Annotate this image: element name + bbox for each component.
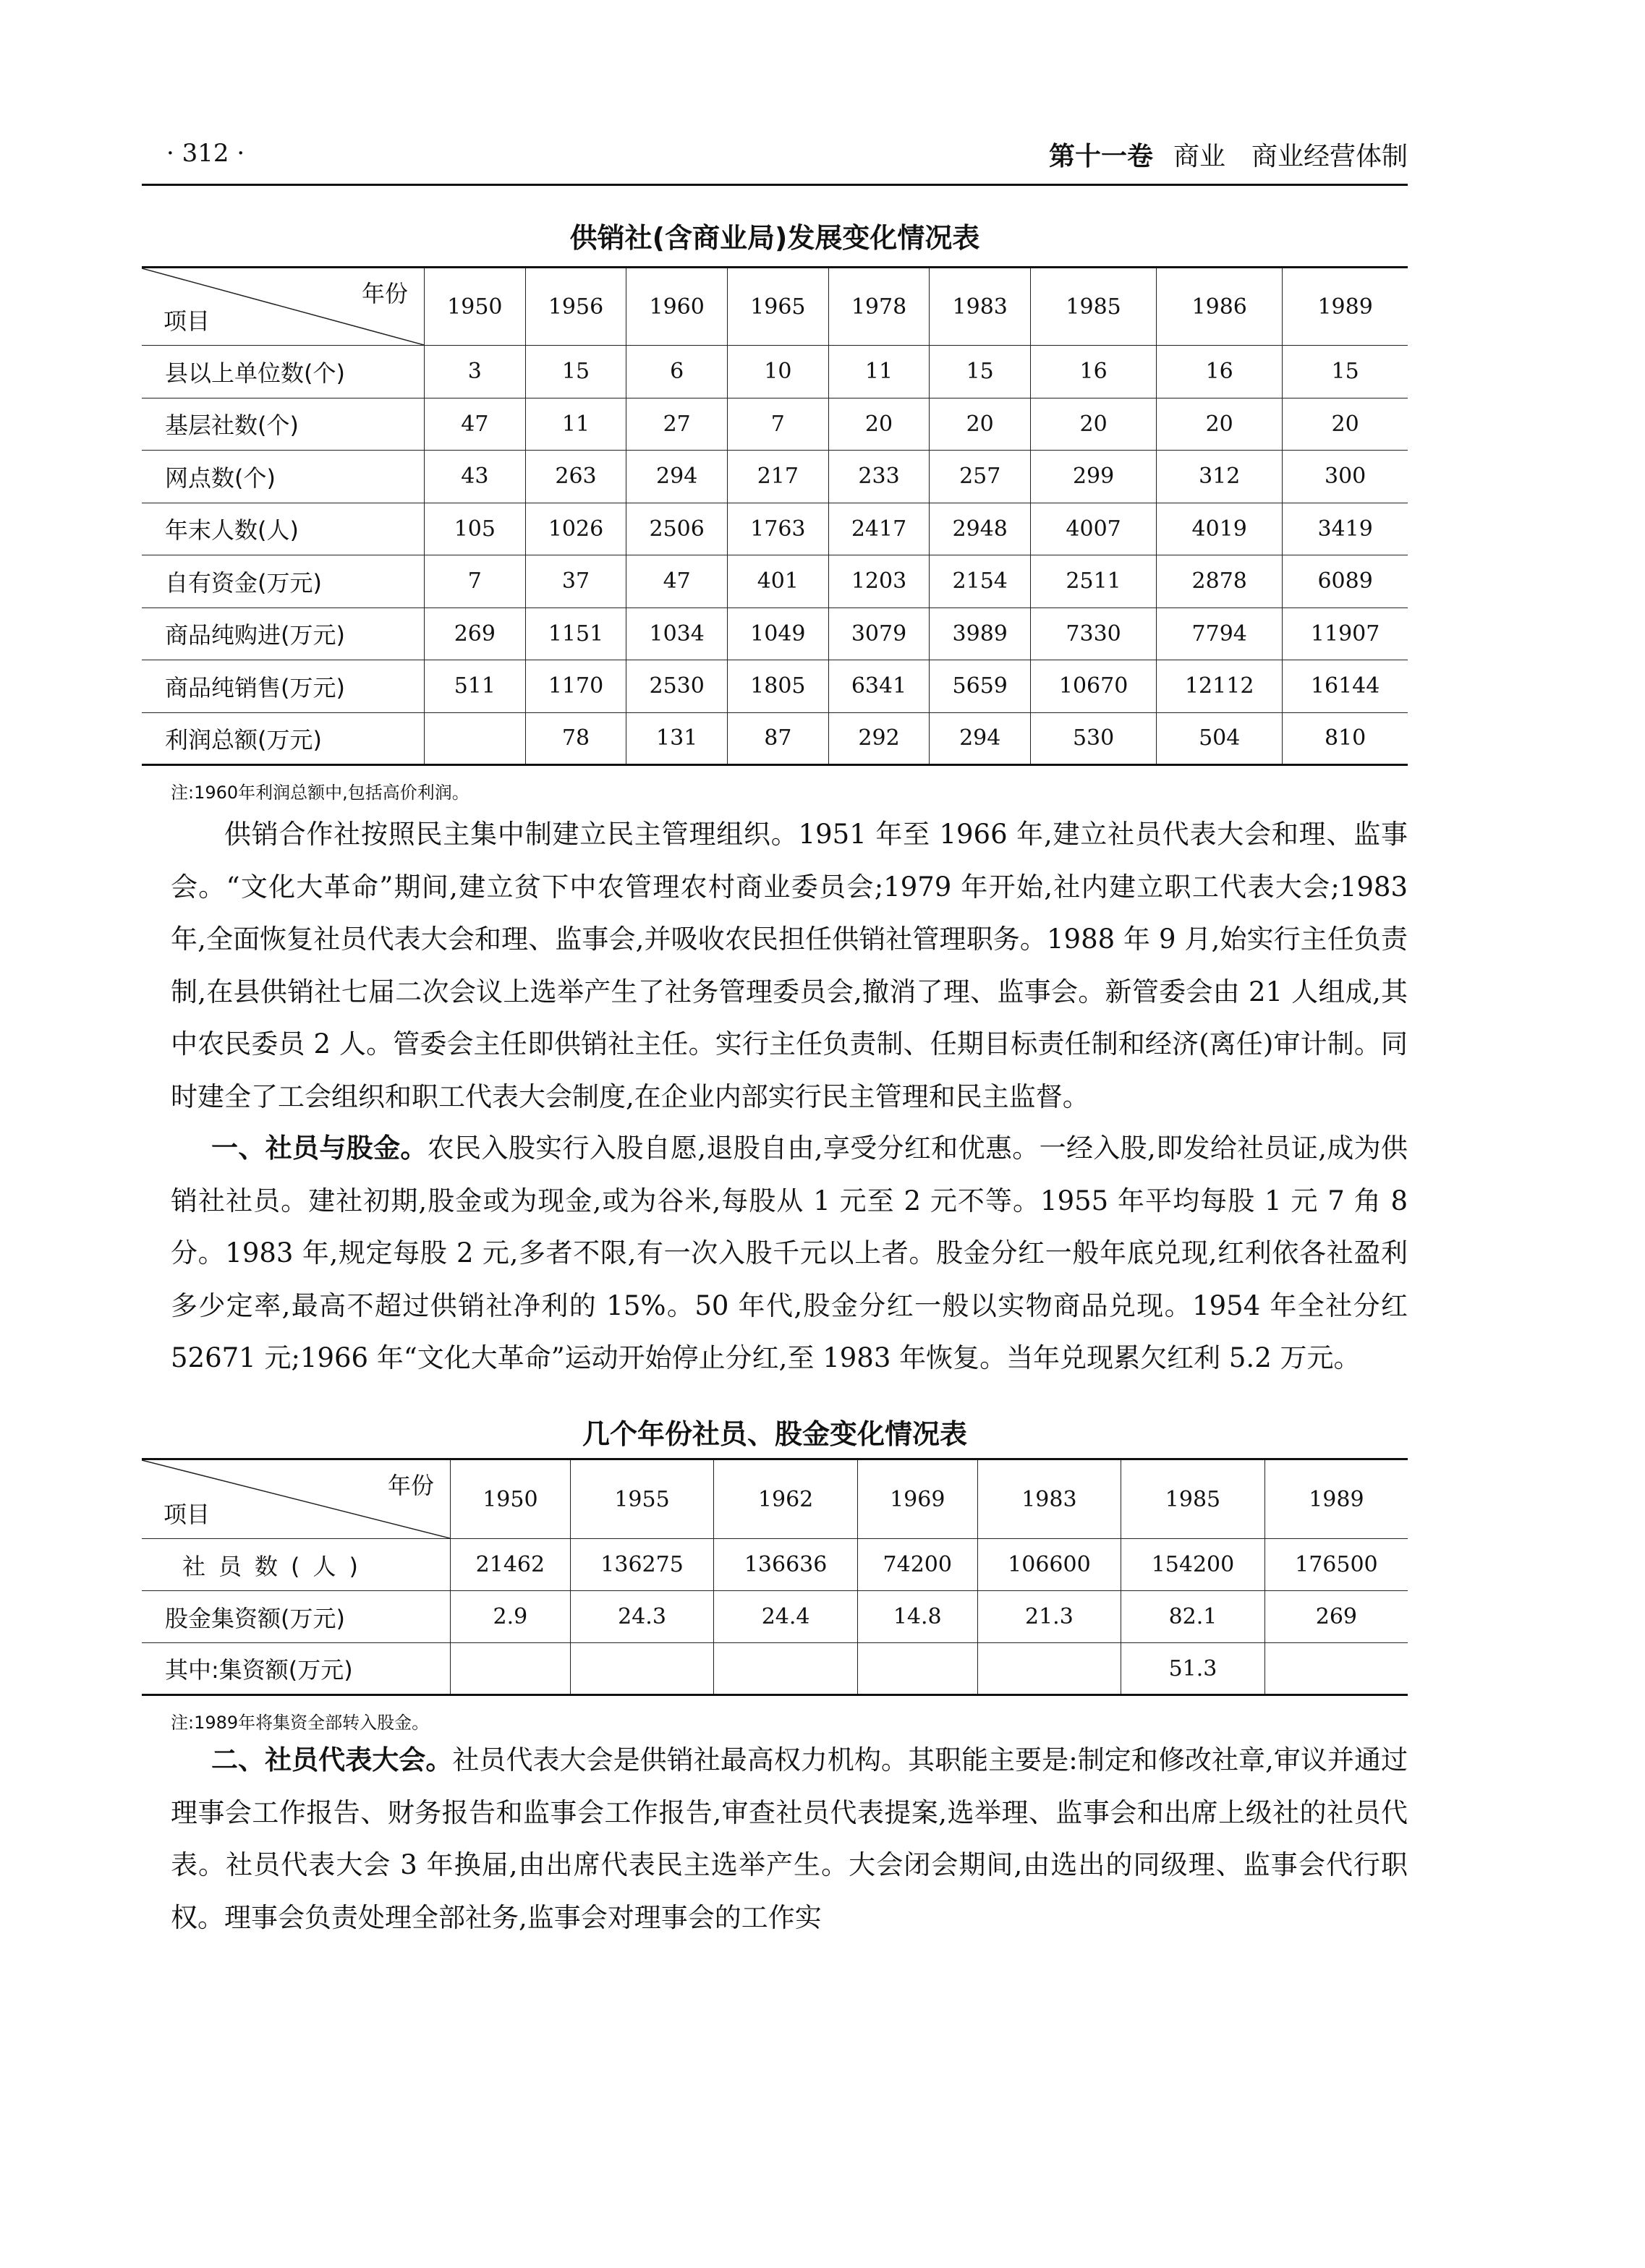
row-label: 商品纯销售(万元) xyxy=(142,660,425,713)
section-title: 商业 xyxy=(1173,142,1225,171)
table-cell: 20 xyxy=(1157,398,1283,451)
table-cell: 136636 xyxy=(714,1539,858,1591)
paragraph-member-congress-text: 社员代表大会是供销社最高权力机构。其职能主要是:制定和修改社章,审议并通过理事会工作报告、财务报告和监事会工作报告,审查社员代表提案,选举理、监事会和出席上级社的社员代表。社员代表大会 3 年换届,由出席代表民主选举产生。大会闭会期间,由选出的同级理、监事会代行职权。理事会负责处理全部社务,监事会对理事会的工作实 xyxy=(171,1744,1408,1933)
row-label: 网点数(个) xyxy=(142,451,425,503)
table-cell: 14.8 xyxy=(857,1591,977,1643)
table-row xyxy=(142,451,1408,503)
corner-item-label: 项目 xyxy=(163,307,211,335)
table-cell: 21462 xyxy=(451,1539,571,1591)
year-header-1983: 1983 xyxy=(930,268,1031,346)
table-cell: 87 xyxy=(728,712,829,765)
table-cell: 2511 xyxy=(1031,555,1157,608)
table-cell: 294 xyxy=(930,712,1031,765)
table-cell: 504 xyxy=(1157,712,1283,765)
table-cell: 1034 xyxy=(626,608,728,660)
table-cell: 47 xyxy=(626,555,728,608)
year-header-1950: 1950 xyxy=(425,268,526,346)
table-cell: 7330 xyxy=(1031,608,1157,660)
table2-caption: 几个年份社员、股金变化情况表 xyxy=(582,1418,967,1450)
paragraph-members-shares-text: 农民入股实行入股自愿,退股自由,享受分红和优惠。一经入股,即发给社员证,成为供销社社员。建社初期,股金或为现金,或为谷米,每股从 1 元至 2 元不等。1955 年平均每股 1 元 7 角 8 分。1983 年,规定每股 2 元,多者不限,有一次入股千元以上者。股金分红一般年底兑现,红利依各社盈利多少定率,最高不超过供销社净利的 15%。50 年代,股金分红一般以实物商品兑现。1954 年全社分红 52671 元;1966 年“文化大革命”运动开始停止分红,至 1983 年恢复。当年兑现累欠红利 5.2 万元。 xyxy=(171,1133,1408,1373)
table-cell: 2417 xyxy=(828,503,930,555)
year-header-1960: 1960 xyxy=(626,268,728,346)
year-header-1986: 1986 xyxy=(1157,268,1283,346)
table-cell: 51.3 xyxy=(1121,1643,1265,1695)
table-cell: 1805 xyxy=(728,660,829,713)
table-cell: 11 xyxy=(828,346,930,398)
table-cell: 106600 xyxy=(977,1539,1121,1591)
table-cell: 6341 xyxy=(828,660,930,713)
table-cell: 15 xyxy=(1283,346,1408,398)
table-cell: 47 xyxy=(425,398,526,451)
row-label: 基层社数(个) xyxy=(142,398,425,451)
table-row xyxy=(142,660,1408,713)
row-label: 县以上单位数(个) xyxy=(142,346,425,398)
table-cell xyxy=(1264,1643,1408,1695)
volume-title: 第十一卷 xyxy=(1048,141,1153,171)
table-cell: 3989 xyxy=(930,608,1031,660)
table-cell: 1763 xyxy=(728,503,829,555)
section-heading-member-congress: 二、社员代表大会。 xyxy=(211,1744,453,1775)
table2-members-shares xyxy=(142,1458,1408,1696)
table-row xyxy=(142,398,1408,451)
table-cell xyxy=(425,712,526,765)
table-cell: 3419 xyxy=(1283,503,1408,555)
table-cell: 105 xyxy=(425,503,526,555)
paragraph-members-and-shares xyxy=(171,1122,1408,1385)
table-cell: 20 xyxy=(1031,398,1157,451)
row-label: 利润总额(万元) xyxy=(142,712,425,765)
year-header-1965: 1965 xyxy=(728,268,829,346)
table-cell: 7 xyxy=(728,398,829,451)
table-cell: 2878 xyxy=(1157,555,1283,608)
table-cell: 6089 xyxy=(1283,555,1408,608)
table1-caption: 供销社(含商业局)发展变化情况表 xyxy=(569,222,980,254)
page-header xyxy=(142,136,1408,179)
table-cell: 16144 xyxy=(1283,660,1408,713)
table-row xyxy=(142,346,1408,398)
year-header-1962: 1962 xyxy=(714,1459,858,1539)
table-cell: 4019 xyxy=(1157,503,1283,555)
row-label: 年末人数(人) xyxy=(142,503,425,555)
table-cell: 15 xyxy=(930,346,1031,398)
year-header-1956: 1956 xyxy=(525,268,626,346)
table-cell: 10670 xyxy=(1031,660,1157,713)
year-header-1985: 1985 xyxy=(1031,268,1157,346)
year-header-1983: 1983 xyxy=(977,1459,1121,1539)
row-label: 其中:集资额(万元) xyxy=(142,1643,451,1695)
table-cell: 2154 xyxy=(930,555,1031,608)
table-header-row xyxy=(142,268,1408,346)
table-cell: 2948 xyxy=(930,503,1031,555)
corner-year-label: 年份 xyxy=(361,280,408,307)
table-cell: 511 xyxy=(425,660,526,713)
header-rule xyxy=(142,184,1408,186)
table-cell: 11907 xyxy=(1283,608,1408,660)
year-header-1950: 1950 xyxy=(451,1459,571,1539)
table-cell: 1151 xyxy=(525,608,626,660)
year-header-1955: 1955 xyxy=(570,1459,714,1539)
table-cell: 3 xyxy=(425,346,526,398)
table-cell: 1203 xyxy=(828,555,930,608)
corner-item-label: 项目 xyxy=(163,1501,211,1528)
table-cell: 810 xyxy=(1283,712,1408,765)
table-cell xyxy=(977,1643,1121,1695)
table-cell: 154200 xyxy=(1121,1539,1265,1591)
table-cell: 78 xyxy=(525,712,626,765)
table-cell: 24.3 xyxy=(570,1591,714,1643)
paragraph-member-congress xyxy=(171,1734,1408,1944)
table-cell: 269 xyxy=(425,608,526,660)
row-label: 商品纯购进(万元) xyxy=(142,608,425,660)
paragraph-democratic-management: 供销合作社按照民主集中制建立民主管理组织。1951 年至 1966 年,建立社员代表大会和理、监事会。“文化大革命”期间,建立贫下中农管理农村商业委员会;1979 年开始,社内建立职工代表大会;1983 年,全面恢复社员代表大会和理、监事会,并吸收农民担任供销社管理职务。1988 年 9 月,始实行主任负责制,在县供销社七届二次会议上选举产生了社务管理委员会,撤消了理、监事会。新管委会由 21 人组成,其中农民委员 2 人。管委会主任即供销社主任。实行主任负责制、任期目标责任制和经济(离任)审计制。同时建全了工会组织和职工代表大会制度,在企业内部实行民主管理和民主监督。 xyxy=(171,819,1408,1112)
table-cell: 233 xyxy=(828,451,930,503)
table-cell: 176500 xyxy=(1264,1539,1408,1591)
table-cell: 43 xyxy=(425,451,526,503)
table-row xyxy=(142,503,1408,555)
table-cell: 299 xyxy=(1031,451,1157,503)
table-cell xyxy=(570,1643,714,1695)
table-cell: 20 xyxy=(828,398,930,451)
table-cell: 37 xyxy=(525,555,626,608)
table-cell xyxy=(857,1643,977,1695)
table-cell: 82.1 xyxy=(1121,1591,1265,1643)
table-cell xyxy=(714,1643,858,1695)
table-row xyxy=(142,608,1408,660)
table-cell: 530 xyxy=(1031,712,1157,765)
table-row xyxy=(142,1643,1408,1695)
table-cell: 74200 xyxy=(857,1539,977,1591)
table-cell: 300 xyxy=(1283,451,1408,503)
table-cell: 16 xyxy=(1157,346,1283,398)
table-cell: 27 xyxy=(626,398,728,451)
table-cell: 1049 xyxy=(728,608,829,660)
table-cell: 10 xyxy=(728,346,829,398)
table-header-row xyxy=(142,1459,1408,1539)
table-cell: 20 xyxy=(1283,398,1408,451)
year-header-1989: 1989 xyxy=(1264,1459,1408,1539)
corner-year-label: 年份 xyxy=(387,1472,434,1499)
table-cell: 15 xyxy=(525,346,626,398)
table-cell: 312 xyxy=(1157,451,1283,503)
year-header-1989: 1989 xyxy=(1283,268,1408,346)
table-cell: 257 xyxy=(930,451,1031,503)
table-cell: 217 xyxy=(728,451,829,503)
table-cell: 4007 xyxy=(1031,503,1157,555)
table-cell: 12112 xyxy=(1157,660,1283,713)
running-title xyxy=(1049,136,1408,173)
row-label: 自有资金(万元) xyxy=(142,555,425,608)
row-label: 股金集资额(万元) xyxy=(142,1591,451,1643)
year-header-1985: 1985 xyxy=(1121,1459,1265,1539)
table-cell: 7794 xyxy=(1157,608,1283,660)
page-number: · 312 · xyxy=(166,139,245,168)
table-cell: 1170 xyxy=(525,660,626,713)
table-cell: 6 xyxy=(626,346,728,398)
row-label: 社员数(人) xyxy=(142,1539,451,1591)
table-cell: 5659 xyxy=(930,660,1031,713)
table-row xyxy=(142,1539,1408,1591)
table-cell: 1026 xyxy=(525,503,626,555)
table-row xyxy=(142,712,1408,765)
table-row xyxy=(142,1591,1408,1643)
table-cell: 2530 xyxy=(626,660,728,713)
table-cell: 292 xyxy=(828,712,930,765)
table-cell: 401 xyxy=(728,555,829,608)
table-cell: 3079 xyxy=(828,608,930,660)
table-cell: 2.9 xyxy=(451,1591,571,1643)
year-header-1978: 1978 xyxy=(828,268,930,346)
table1-cooperative-development xyxy=(142,266,1408,766)
table-corner-cell xyxy=(142,1459,451,1539)
table-cell: 136275 xyxy=(570,1539,714,1591)
table2-note: 注:1989年将集资全部转入股金。 xyxy=(171,1713,430,1733)
table-cell: 7 xyxy=(425,555,526,608)
table-cell: 11 xyxy=(525,398,626,451)
table-cell xyxy=(451,1643,571,1695)
section-heading-members-shares: 一、社员与股金。 xyxy=(211,1133,428,1164)
table-cell: 263 xyxy=(525,451,626,503)
table-cell: 131 xyxy=(626,712,728,765)
table-cell: 294 xyxy=(626,451,728,503)
table-cell: 20 xyxy=(930,398,1031,451)
table-cell: 2506 xyxy=(626,503,728,555)
table-cell: 16 xyxy=(1031,346,1157,398)
table-corner-cell xyxy=(142,268,425,346)
subsection-title: 商业经营体制 xyxy=(1251,142,1408,171)
table-cell: 21.3 xyxy=(977,1591,1121,1643)
year-header-1969: 1969 xyxy=(857,1459,977,1539)
table-cell: 24.4 xyxy=(714,1591,858,1643)
table-row xyxy=(142,555,1408,608)
table-cell: 269 xyxy=(1264,1591,1408,1643)
table1-note: 注:1960年利润总额中,包括高价利润。 xyxy=(171,783,469,803)
